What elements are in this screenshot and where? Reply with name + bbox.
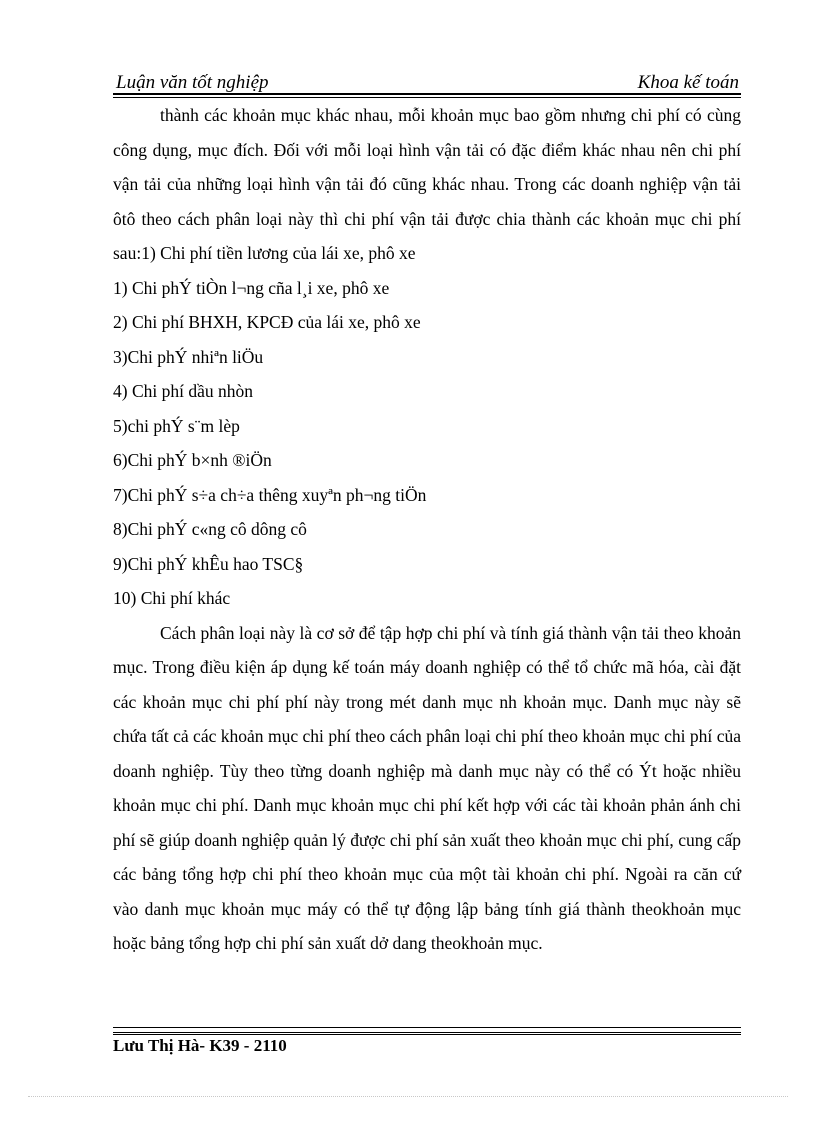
cost-item-list bbox=[113, 271, 741, 616]
list-item: 8)Chi phÝ c«ng cô dông cô bbox=[113, 519, 307, 539]
page-header bbox=[113, 68, 741, 94]
page-edge-line bbox=[28, 1096, 788, 1097]
list-item: 3)Chi phÝ nhiªn liÖu bbox=[113, 346, 264, 367]
footer-author: Lưu Thị Hà- K39 - 2110 bbox=[113, 1036, 287, 1055]
list-item: 6)Chi phÝ b×nh ®iÖn bbox=[113, 450, 272, 470]
document-body bbox=[113, 98, 741, 961]
footer-divider bbox=[113, 1027, 741, 1035]
header-department: Khoa kế toán bbox=[637, 72, 739, 93]
list-item: 7)Chi phÝ s÷a ch÷a thêng xuyªn ph¬ng tiÖn bbox=[113, 484, 427, 505]
list-item: 9)Chi phÝ khÊu hao TSC§ bbox=[113, 553, 304, 574]
list-item: 10) Chi phí khác bbox=[113, 588, 231, 608]
list-item: 4) Chi phí dầu nhòn bbox=[113, 381, 253, 401]
list-item: 2) Chi phí BHXH, KPCĐ của lái xe, phô xe bbox=[113, 312, 421, 332]
intro-paragraph: thành các khoản mục khác nhau, mỗi khoản mục bao gồm nhưng chi phí có cùng công dụng, mục đích. Đối với mỗi loại hình vận tải có đặc điểm khác nhau nên chi phí vận tải của những loại hình vận tải đó cũng khác nhau. Trong các doanh nghiệp vận tải ôtô theo cách phân loại này thì chi phí vận tải được chia thành các khoản mục chi phí sau:1) Chi phí tiền lương của lái xe, phô xe bbox=[113, 105, 741, 263]
list-item: 1) Chi phÝ tiÒn l¬ng cña l¸i xe, phô xe bbox=[113, 277, 390, 298]
list-item: 5)chi phÝ s¨m lèp bbox=[113, 415, 240, 436]
closing-paragraph: Cách phân loại này là cơ sở để tập hợp chi phí và tính giá thành vận tải theo khoản mục. Trong điều kiện áp dụng kế toán máy doanh nghiệp có thể tổ chức mã hóa, cài đặt các khoản mục chi phí phí này trong mét danh mục nh khoản mục. Danh mục này sẽ chứa tất cả các khoản mục chi phí theo cách phân loại chi phí theo khoản mục chi phí của doanh nghiệp. Tùy theo từng doanh nghiệp mà danh mục này có thể có Ýt hoặc nhiều khoản mục chi phí. Danh mục khoản mục chi phí kết hợp với các tài khoản phản ánh chi phí sẽ giúp doanh nghiệp quản lý được chi phí sản xuất theo khoản mục chi phí, cung cấp các bảng tổng hợp chi phí theo khoản mục của một tài khoản chi phí. Ngoài ra căn cứ vào danh mục khoản mục máy có thể tự động lập bảng tính giá thành theokhoản mục hoặc bảng tổng hợp chi phí sản xuất dở dang theokhoản mục. bbox=[113, 622, 741, 953]
header-thesis-title: Luận văn tốt nghiệp bbox=[116, 72, 269, 93]
